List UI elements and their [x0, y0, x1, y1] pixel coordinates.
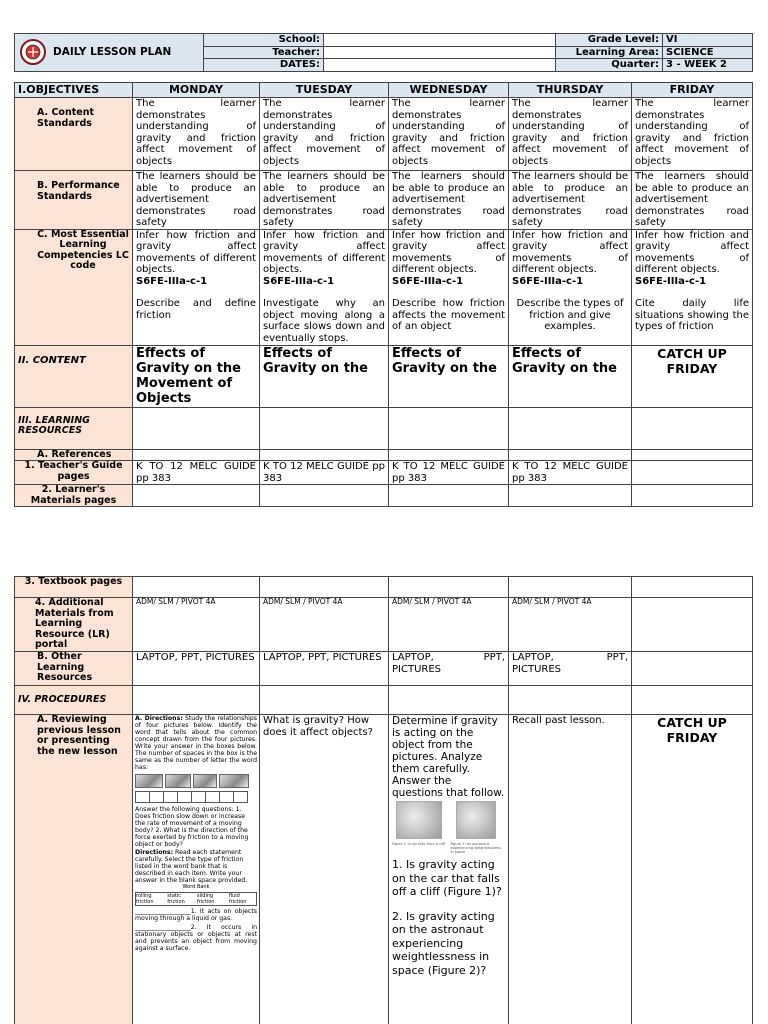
review-friday: CATCH UP FRIDAY: [632, 715, 753, 1024]
other-resources-tuesday: LAPTOP, PPT, PICTURES: [260, 652, 389, 686]
directions-lead: A. Directions:: [135, 715, 183, 722]
references-label: A. References: [15, 449, 133, 461]
wordbank-item: static friction: [167, 893, 185, 905]
lesson-table-part1: [14, 82, 753, 507]
car-cliff-figure: [396, 801, 442, 839]
word-bank: [135, 892, 257, 906]
figures-row: [396, 801, 505, 842]
teachers-guide-thursday: K TO 12 MELC GUIDE pp 383: [509, 461, 632, 485]
additional-materials-monday: ADM/ SLM / PIVOT 4A: [133, 598, 260, 652]
review-wednesday: [389, 715, 509, 1024]
school-value: [324, 34, 556, 47]
deped-seal-icon: [19, 39, 47, 65]
fig2-caption: Figure 2: an astronaut experiencing weightlessness in space: [450, 842, 501, 854]
additional-materials-thursday: ADM/ SLM / PIVOT 4A: [509, 598, 632, 652]
wordbank-item: fluid friction: [228, 893, 247, 905]
monday-questions: Answer the following questions: 1. Does friction slow down or increase the rate of movement of a moving body? 2. What is the direction of the force exerted by friction to a moving object or body?: [135, 806, 249, 848]
directions2-lead: Directions:: [135, 849, 174, 856]
melc-objective-monday: Describe and define friction: [136, 298, 256, 321]
teachers-guide-tuesday: K TO 12 MELC GUIDE pp 383: [260, 461, 389, 485]
item-2: __________________2. It occurs in stationary objects or objects at rest and prevents an object from moving against a surface.: [135, 924, 257, 952]
learning-area-label: Learning Area:: [556, 46, 663, 59]
melc-objective-wednesday: Describe how friction affects the movement of an object: [392, 298, 505, 332]
day-monday: MONDAY: [133, 83, 260, 98]
day-friday: FRIDAY: [632, 83, 753, 98]
header-table: [14, 33, 753, 72]
teachers-guide-wednesday: K TO 12 MELC GUIDE pp 383: [389, 461, 509, 485]
procedures-label: IV. PROCEDURES: [15, 686, 133, 715]
review-lesson-label: A. Reviewing previous lesson or presenting the new lesson: [15, 715, 133, 1024]
melc-competency: Infer how friction and gravity affect movements of different objects.: [263, 229, 385, 275]
wednesday-intro: Determine if gravity is acting on the object from the pictures. Analyze them carefully. Answer the questions that follow.: [392, 715, 505, 799]
content-standards-wednesday: The learner demonstrates understanding of gravity and friction affect movement of objects: [389, 98, 509, 171]
content-standards-label: A. Content Standards: [15, 98, 133, 171]
picture-3: [193, 774, 217, 788]
melc-code: S6FE-IIIa-c-1: [392, 275, 464, 287]
wordbank-title: Word Bank: [182, 884, 210, 890]
lesson-table-part2: [14, 576, 753, 1024]
learning-area-value: SCIENCE: [663, 46, 753, 59]
teacher-label: Teacher:: [204, 46, 324, 59]
review-thursday: Recall past lesson.: [509, 715, 632, 1024]
melc-code: S6FE-IIIa-c-1: [635, 275, 707, 287]
document-title: DAILY LESSON PLAN: [53, 45, 172, 58]
day-thursday: THURSDAY: [509, 83, 632, 98]
melc-objective-friday: Cite daily life situations showing the types of friction: [635, 298, 749, 332]
other-resources-thursday: LAPTOP, PPT, PICTURES: [509, 652, 632, 686]
content-standards-tuesday: The learner demonstrates understanding of gravity and friction affect movement of objects: [260, 98, 389, 171]
header-logo-cell: [15, 34, 204, 72]
additional-materials-wednesday: ADM/ SLM / PIVOT 4A: [389, 598, 509, 652]
day-tuesday: TUESDAY: [260, 83, 389, 98]
figure-captions: [392, 842, 505, 854]
grade-level-value: VI: [663, 34, 753, 47]
melc-monday: [133, 229, 260, 345]
dates-value: [324, 59, 556, 72]
quarter-value: 3 - WEEK 2: [663, 59, 753, 72]
wednesday-question-1: 1. Is gravity acting on the car that falls off a cliff (Figure 1)?: [392, 858, 502, 898]
fig1-caption: Figure 1: a car falls from a cliff: [392, 842, 446, 846]
other-resources-wednesday: LAPTOP, PPT, PICTURES: [389, 652, 509, 686]
day-wednesday: WEDNESDAY: [389, 83, 509, 98]
wordbank-item: sliding friction: [196, 893, 215, 905]
school-label: School:: [204, 34, 324, 47]
teacher-value: [324, 46, 556, 59]
performance-standards-monday: The learners should be able to produce an advertisement demonstrates road safety: [133, 171, 260, 230]
content-thursday: Effects of Gravity on the: [509, 345, 632, 407]
content-label: II. CONTENT: [15, 345, 133, 407]
content-tuesday: Effects of Gravity on the: [260, 345, 389, 407]
melc-objective-thursday: Describe the types of friction and give examples.: [516, 298, 624, 332]
melc-label: C. Most Essential Learning Competencies LC code: [15, 229, 133, 345]
other-resources-label: B. Other Learning Resources: [15, 652, 133, 686]
directions-text: Study the relationships of four pictures below. Identify the word that tells about the common concept drawn from the four pictures. Write your answer in the boxes below. The number of spaces in the box is the same as the number of letter the word has.: [135, 715, 257, 771]
review-tuesday: What is gravity? How does it affect objects?: [260, 715, 389, 1024]
content-standards-thursday: The learner demonstrates understanding of gravity and friction affect movement of objects: [509, 98, 632, 171]
quarter-label: Quarter:: [556, 59, 663, 72]
textbook-label: 3. Textbook pages: [15, 577, 133, 598]
picture-strip: [135, 774, 257, 788]
wordbank-item: rolling friction: [136, 893, 154, 905]
melc-wednesday: [389, 229, 509, 345]
teachers-guide-monday: K TO 12 MELC GUIDE pp 383: [133, 461, 260, 485]
learning-resources-label: III. LEARNING RESOURCES: [15, 407, 133, 449]
melc-competency: Infer how friction and gravity affect movements of different objects.: [635, 229, 749, 275]
content-friday: CATCH UP FRIDAY: [632, 345, 753, 407]
additional-materials-tuesday: ADM/ SLM / PIVOT 4A: [260, 598, 389, 652]
melc-competency: Infer how friction and gravity affect movements of different objects.: [136, 229, 256, 275]
melc-objective-tuesday: Investigate why an object moving along a surface slows down and eventually stops.: [263, 298, 385, 344]
content-wednesday: Effects of Gravity on the: [389, 345, 509, 407]
melc-code: S6FE-IIIa-c-1: [136, 275, 208, 287]
melc-code: S6FE-IIIa-c-1: [263, 275, 335, 287]
directions2-text: Read each statement carefully. Select the type of friction listed in the word bank that is described in each item. Write your answer in the blank space provided.: [135, 849, 248, 884]
answer-boxes[interactable]: [135, 791, 257, 803]
performance-standards-tuesday: The learners should be able to produce an advertisement demonstrates road safety: [260, 171, 389, 230]
melc-friday: [632, 229, 753, 345]
performance-standards-thursday: The learners should be able to produce an advertisement demonstrates road safety: [509, 171, 632, 230]
picture-4: [219, 774, 249, 788]
picture-2: [165, 774, 191, 788]
learners-materials-label: 2. Learner's Materials pages: [15, 485, 133, 507]
melc-competency: Infer how friction and gravity affect movements of different objects.: [512, 229, 628, 275]
performance-standards-label: B. Performance Standards: [15, 171, 133, 230]
content-monday: Effects of Gravity on the Movement of Objects: [133, 345, 260, 407]
content-standards-monday: The learner demonstrates understanding of gravity and friction affect movement of objects: [133, 98, 260, 171]
wednesday-question-2: 2. Is gravity acting on the astronaut experiencing weightlessness in space (Figure 2)?: [392, 909, 495, 977]
performance-standards-wednesday: The learners should be able to produce an advertisement demonstrates road safety: [389, 171, 509, 230]
melc-tuesday: [260, 229, 389, 345]
melc-competency: Infer how friction and gravity affect movements of different objects.: [392, 229, 505, 275]
melc-code: S6FE-IIIa-c-1: [512, 275, 584, 287]
teachers-guide-label: 1. Teacher's Guide pages: [15, 461, 133, 485]
astronaut-figure: [456, 801, 496, 839]
melc-thursday: [509, 229, 632, 345]
grade-level-label: Grade Level:: [556, 34, 663, 47]
dates-label: DATES:: [204, 59, 324, 72]
picture-1: [135, 774, 163, 788]
review-monday: [133, 715, 260, 1024]
item-1: __________________1. It acts on objects moving through a liquid or gas.: [135, 908, 257, 922]
content-standards-friday: The learner demonstrates understanding of gravity and friction affect movement of objects: [632, 98, 753, 171]
performance-standards-friday: The learners should be able to produce an advertisement demonstrates road safety: [632, 171, 753, 230]
other-resources-monday: LAPTOP, PPT, PICTURES: [133, 652, 260, 686]
additional-materials-label: 4. Additional Materials from Learning Resource (LR) portal: [15, 598, 133, 652]
objectives-heading: I.OBJECTIVES: [15, 83, 133, 98]
